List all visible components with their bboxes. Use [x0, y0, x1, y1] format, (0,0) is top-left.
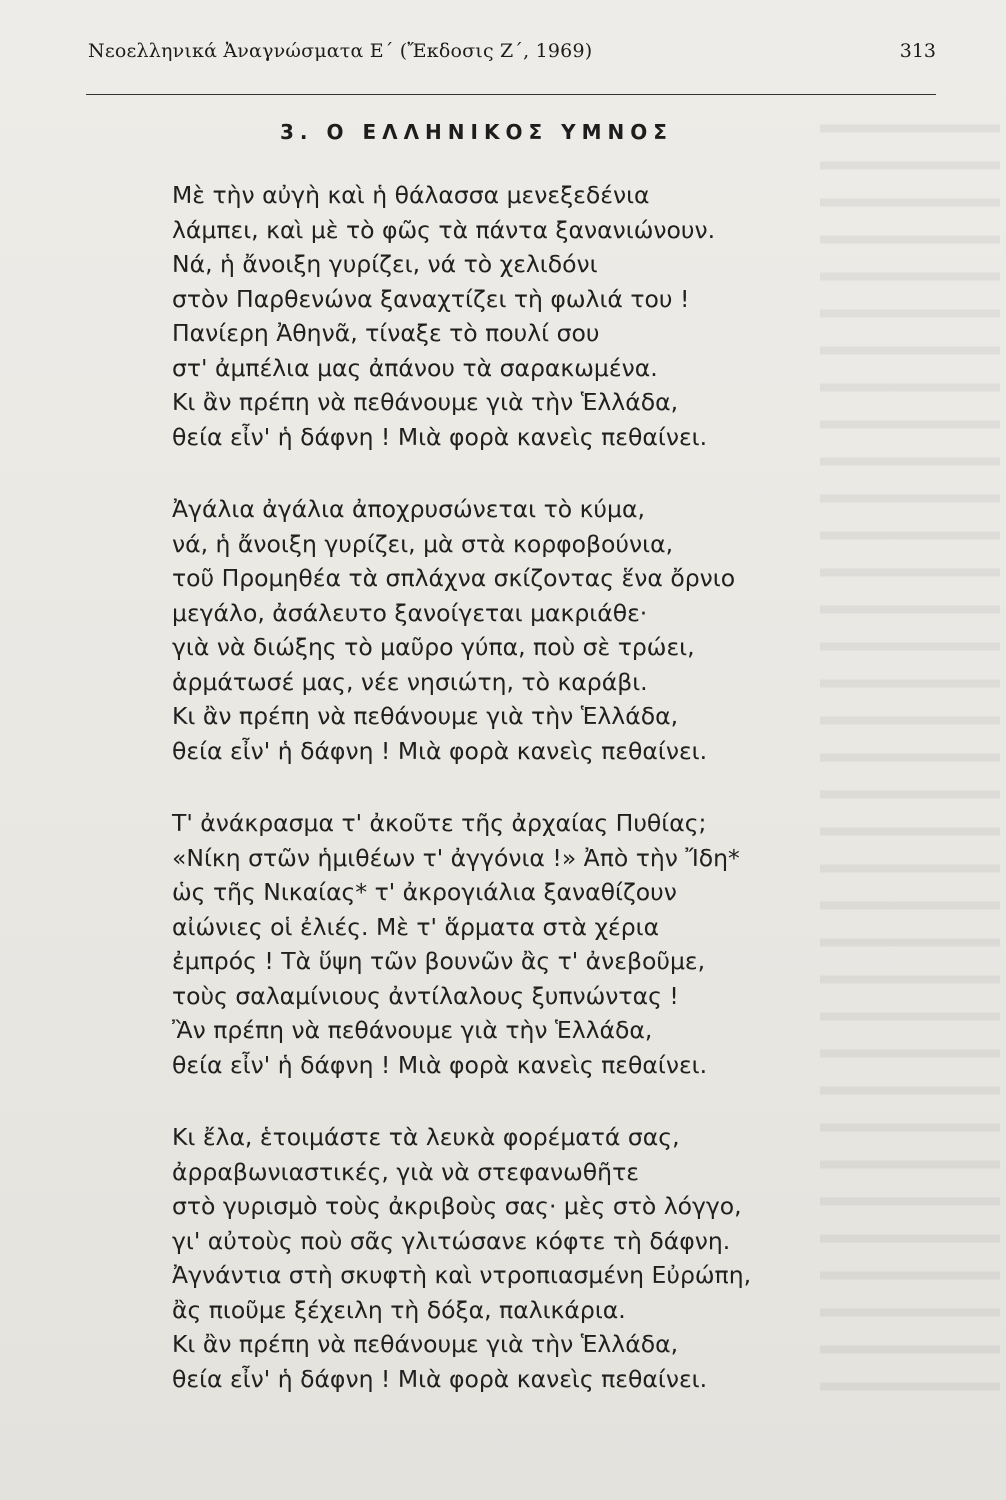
verse-line: ὡς τῆς Νικαίας* τ' ἀκρογιάλια ξαναθίζουν — [172, 878, 677, 906]
verse-line: γι' αὐτοὺς ποὺ σᾶς γλιτώσανε κόφτε τὴ δάφνη. — [172, 1226, 731, 1255]
verse-line: τοῦ Προμηθέα τὰ σπλάχνα σκίζοντας ἕνα ὄρνιο — [172, 564, 736, 592]
verse-line: μεγάλο, ἀσάλευτο ξανοίγεται μακριάθε· — [172, 598, 648, 627]
refrain-line: θεία εἶν' ἡ δάφνη ! Μιὰ φορὰ κανεὶς πεθαίνει. — [172, 422, 708, 451]
verse-line: ἀρραβωνιαστικές, γιὰ νὰ στεφανωθῆτε — [172, 1157, 639, 1186]
refrain-line: Ἂν πρέπη νὰ πεθάνουμε γιὰ τὴν Ἑλλάδα, — [172, 1016, 653, 1044]
page-header — [88, 40, 936, 80]
verse-line: Πανίερη Ἀθηνᾶ, τίναξε τὸ πουλί σου — [172, 319, 600, 347]
bleed-through-shadow — [820, 110, 1000, 1410]
refrain-line: θεία εἶν' ἡ δάφνη ! Μιὰ φορὰ κανεὶς πεθαίνει. — [172, 1364, 708, 1393]
stanza-4 — [172, 1120, 812, 1396]
stanza-1 — [172, 178, 812, 454]
refrain-line: Κι ἂν πρέπη νὰ πεθάνουμε γιὰ τὴν Ἑλλάδα, — [172, 702, 679, 730]
verse-line: Τ' ἀνάκρασμα τ' ἀκοῦτε τῆς ἀρχαίας Πυθίας; — [172, 809, 707, 837]
poem-title: 3. Ο ΕΛΛΗΝΙΚΟΣ ΥΜΝΟΣ — [280, 120, 673, 144]
verse-line: γιὰ νὰ διώξης τὸ μαῦρο γύπα, ποὺ σὲ τρώει, — [172, 633, 695, 661]
verse-line: Μὲ τὴν αὐγὴ καὶ ἡ θάλασσα μενεξεδένια — [172, 181, 650, 209]
verse-line: νά, ἡ ἄνοιξη γυρίζει, μὰ στὰ κορφοβούνια, — [172, 529, 674, 558]
running-title: Νεοελληνικά Ἀναγνώσματα Ε΄ (Ἔκδοσις Ζ΄, 1969) — [88, 40, 593, 62]
refrain-line: Κι ἂν πρέπη νὰ πεθάνουμε γιὰ τὴν Ἑλλάδα, — [172, 1330, 679, 1358]
poem-body — [172, 178, 812, 1434]
verse-line: ἐμπρός ! Τὰ ὕψη τῶν βουνῶν ἂς τ' ἀνεβοῦμε, — [172, 947, 706, 975]
stanza-2 — [172, 492, 812, 768]
verse-line: Ἀγάλια ἀγάλια ἀποχρυσώνεται τὸ κύμα, — [172, 495, 645, 523]
verse-line: Νά, ἡ ἄνοιξη γυρίζει, νά τὸ χελιδόνι — [172, 250, 598, 278]
refrain-line: θεία εἶν' ἡ δάφνη ! Μιὰ φορὰ κανεὶς πεθαίνει. — [172, 1050, 708, 1079]
header-rule — [86, 94, 936, 95]
verse-line: στὸν Παρθενώνα ξαναχτίζει τὴ φωλιά του ! — [172, 284, 690, 313]
refrain-line: Κι ἂν πρέπη νὰ πεθάνουμε γιὰ τὴν Ἑλλάδα, — [172, 388, 679, 416]
verse-line: στ' ἀμπέλια μας ἀπάνου τὰ σαρακωμένα. — [172, 353, 658, 382]
verse-line: αἰώνιες οἱ ἐλιές. Μὲ τ' ἅρματα στὰ χέρια — [172, 912, 660, 941]
verse-line: «Νίκη στῶν ἡμιθέων τ' ἀγγόνια !» Ἀπὸ τὴν Ἴδη* — [172, 843, 740, 872]
page-number: 313 — [899, 40, 936, 62]
verse-line: Ἀγνάντια στὴ σκυφτὴ καὶ ντροπιασμένη Εὐρώπη, — [172, 1261, 752, 1289]
stanza-3 — [172, 806, 812, 1082]
verse-line: στὸ γυρισμὸ τοὺς ἀκριβοὺς σας· μὲς στὸ λόγγο, — [172, 1192, 742, 1220]
verse-line: λάμπει, καὶ μὲ τὸ φῶς τὰ πάντα ξανανιώνουν. — [172, 215, 716, 244]
refrain-line: θεία εἶν' ἡ δάφνη ! Μιὰ φορὰ κανεὶς πεθαίνει. — [172, 736, 708, 765]
verse-line: Κι ἔλα, ἑτοιμάστε τὰ λευκὰ φορέματά σας, — [172, 1123, 680, 1151]
verse-line: ἂς πιοῦμε ξέχειλη τὴ δόξα, παλικάρια. — [172, 1295, 626, 1324]
verse-line: ἁρμάτωσέ μας, νέε νησιώτη, τὸ καράβι. — [172, 667, 648, 696]
verse-line: τοὺς σαλαμίνιους ἀντίλαλους ξυπνώντας ! — [172, 981, 679, 1010]
